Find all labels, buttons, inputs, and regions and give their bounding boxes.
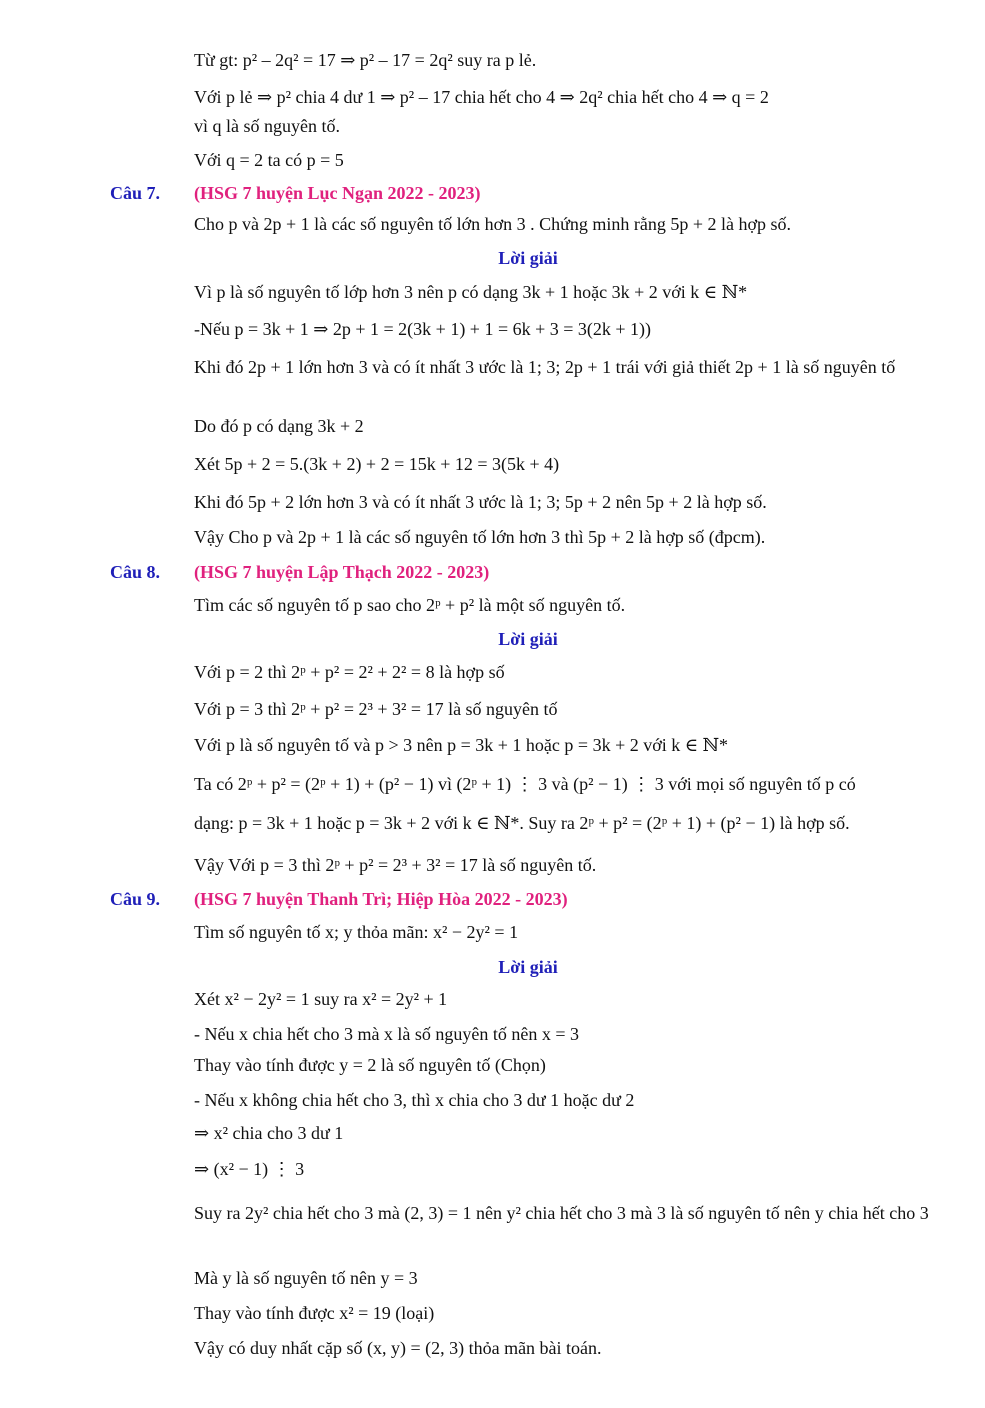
solution-line: ⇒ (x² − 1) ⋮ 3: [194, 1159, 305, 1179]
solution-line: ⇒ x² chia cho 3 dư 1: [194, 1123, 344, 1143]
solution-title: Lời giải: [498, 957, 558, 977]
solution-line: Với p là số nguyên tố và p > 3 nên p = 3k + 1 hoặc p = 3k + 2 với k ∈ ℕ*: [194, 735, 729, 755]
text-line: vì q là số nguyên tố.: [194, 116, 340, 136]
solution-title: Lời giải: [498, 629, 558, 649]
solution-line: Thay vào tính được y = 2 là số nguyên tố (Chọn): [194, 1055, 546, 1075]
solution-line: Ta có 2ᵖ + p² = (2ᵖ + 1) + (p² − 1) vì (2ᵖ + 1) ⋮ 3 và (p² − 1) ⋮ 3 với mọi số nguyên tố p có: [194, 774, 856, 794]
solution-line: Mà y là số nguyên tố nên y = 3: [194, 1268, 418, 1288]
solution-line: Do đó p có dạng 3k + 2: [194, 416, 364, 436]
solution-line: - Nếu x chia hết cho 3 mà x là số nguyên tố nên x = 3: [194, 1024, 580, 1044]
question-label: Câu 7.: [110, 183, 161, 203]
problem-statement: Cho p và 2p + 1 là các số nguyên tố lớn hơn 3 . Chứng minh rằng 5p + 2 là hợp số.: [194, 214, 792, 234]
question-label: Câu 9.: [110, 889, 161, 909]
solution-line: -Nếu p = 3k + 1 ⇒ 2p + 1 = 2(3k + 1) + 1 = 6k + 3 = 3(2k + 1)): [194, 319, 652, 339]
problem-statement: Tìm các số nguyên tố p sao cho 2ᵖ + p² là một số nguyên tố.: [194, 595, 626, 615]
question-label: Câu 8.: [110, 562, 161, 582]
solution-line: Vì p là số nguyên tố lớp hơn 3 nên p có dạng 3k + 1 hoặc 3k + 2 với k ∈ ℕ*: [194, 282, 748, 302]
solution-line: Vậy Cho p và 2p + 1 là các số nguyên tố lớn hơn 3 thì 5p + 2 là hợp số (đpcm).: [194, 527, 766, 547]
solution-line: Với p = 3 thì 2ᵖ + p² = 2³ + 3² = 17 là số nguyên tố: [194, 699, 558, 719]
solution-line: dạng: p = 3k + 1 hoặc p = 3k + 2 với k ∈ ℕ*. Suy ra 2ᵖ + p² = (2ᵖ + 1) + (p² − 1) là hợp số.: [194, 813, 850, 833]
problem-statement: Tìm số nguyên tố x; y thỏa mãn: x² − 2y² = 1: [194, 922, 519, 942]
solution-line: Với p = 2 thì 2ᵖ + p² = 2² + 2² = 8 là hợp số: [194, 662, 505, 682]
text-line: Với p lẻ ⇒ p² chia 4 dư 1 ⇒ p² – 17 chia hết cho 4 ⇒ 2q² chia hết cho 4 ⇒ q = 2: [194, 87, 769, 107]
solution-line: Vậy có duy nhất cặp số (x, y) = (2, 3) thỏa mãn bài toán.: [194, 1338, 602, 1358]
question-source: (HSG 7 huyện Thanh Trì; Hiệp Hòa 2022 - 2023): [194, 889, 568, 909]
text-line: Với q = 2 ta có p = 5: [194, 150, 344, 170]
solution-line: Thay vào tính được x² = 19 (loại): [194, 1303, 435, 1323]
solution-line: Xét 5p + 2 = 5.(3k + 2) + 2 = 15k + 12 = 3(5k + 4): [194, 454, 560, 474]
solution-line: Khi đó 2p + 1 lớn hơn 3 và có ít nhất 3 ước là 1; 3; 2p + 1 trái với giả thiết 2p + 1 là số nguyên tố: [194, 357, 896, 377]
solution-line: Vậy Với p = 3 thì 2ᵖ + p² = 2³ + 3² = 17 là số nguyên tố.: [194, 855, 597, 875]
solution-title: Lời giải: [498, 248, 558, 268]
text-line: Từ gt: p² – 2q² = 17 ⇒ p² – 17 = 2q² suy ra p lẻ.: [194, 50, 537, 70]
question-source: (HSG 7 huyện Lục Ngạn 2022 - 2023): [194, 183, 481, 203]
question-source: (HSG 7 huyện Lập Thạch 2022 - 2023): [194, 562, 490, 582]
solution-line: - Nếu x không chia hết cho 3, thì x chia cho 3 dư 1 hoặc dư 2: [194, 1090, 635, 1110]
solution-line: Khi đó 5p + 2 lớn hơn 3 và có ít nhất 3 ước là 1; 3; 5p + 2 nên 5p + 2 là hợp số.: [194, 492, 767, 512]
solution-line: Suy ra 2y² chia hết cho 3 mà (2, 3) = 1 nên y² chia hết cho 3 mà 3 là số nguyên tố nên y chia hết cho 3: [194, 1203, 929, 1223]
solution-line: Xét x² − 2y² = 1 suy ra x² = 2y² + 1: [194, 989, 448, 1009]
